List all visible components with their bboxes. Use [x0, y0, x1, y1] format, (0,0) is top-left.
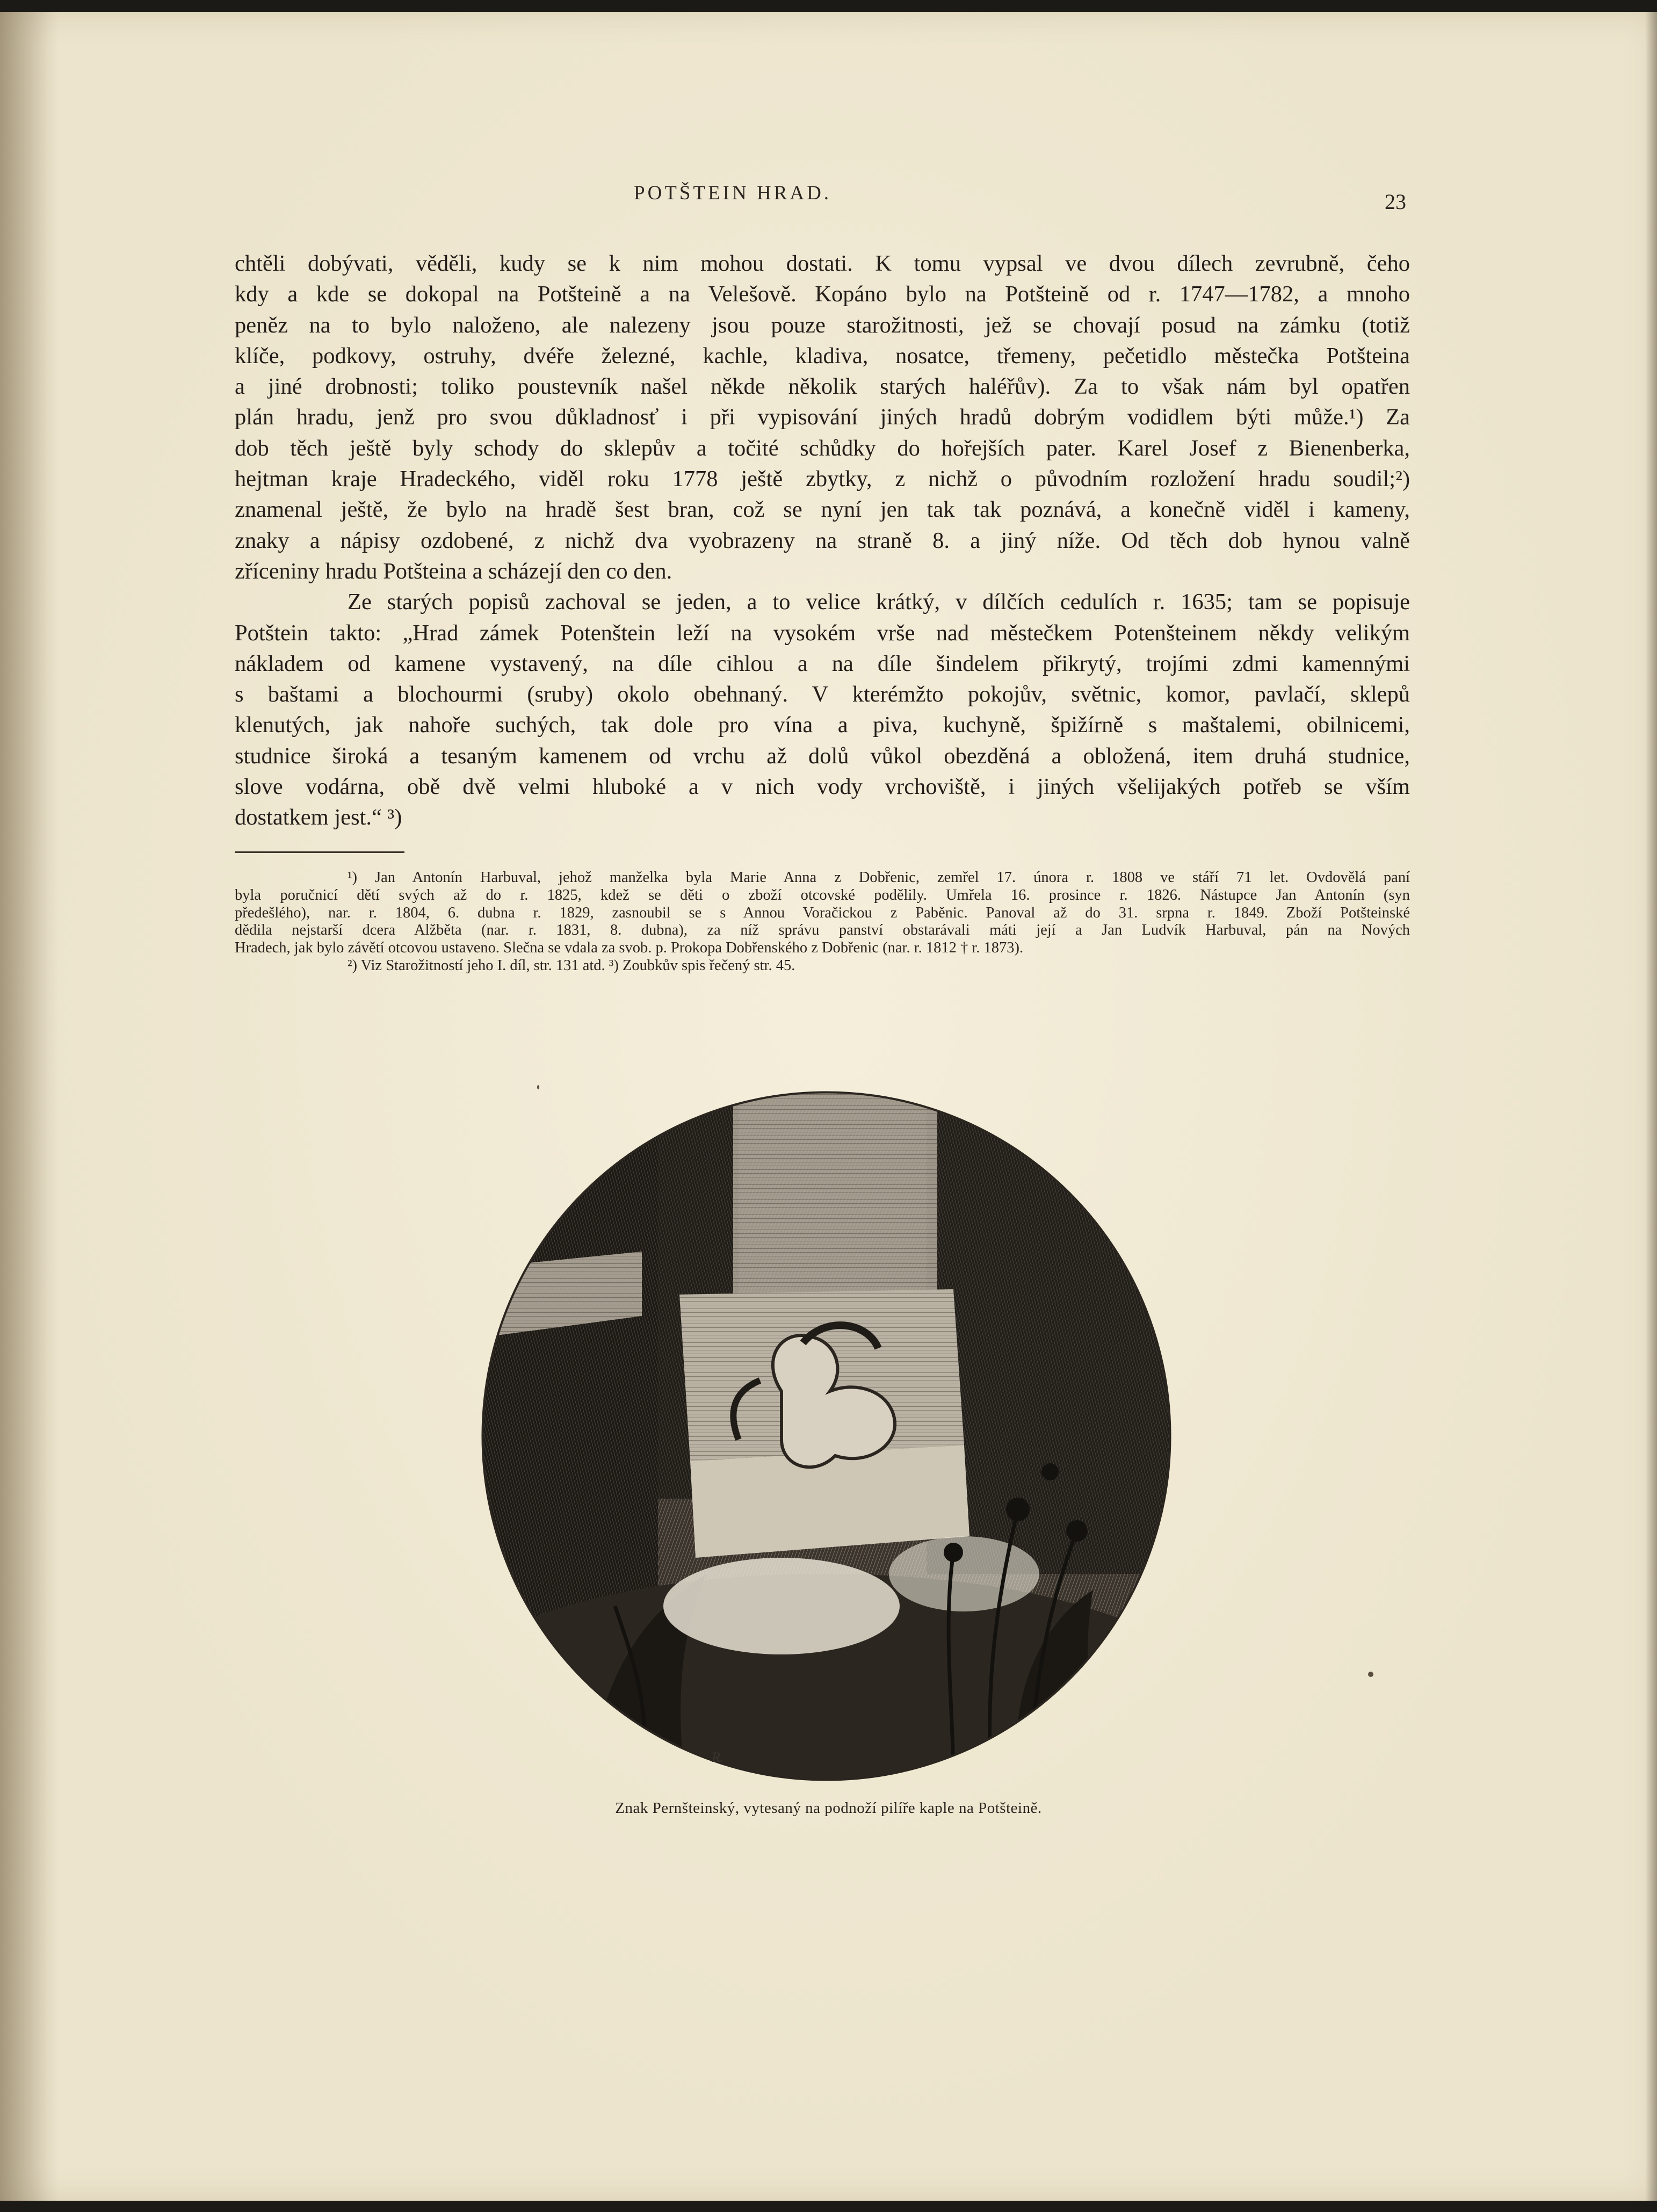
text-line: klíče, podkovy, ostruhy, dvéře železné, kachle, kladiva, nosatce, třemeny, pečetidlo městečka Potšteina [235, 343, 1410, 368]
engraving-illustration [481, 1090, 1172, 1782]
body-text [235, 248, 1410, 833]
paper-speck [537, 1085, 539, 1089]
artist-signature: R. [712, 1750, 724, 1765]
text-line: zříceniny hradu Potšteina a scházejí den co den. [235, 558, 672, 584]
page-number: 23 [1385, 190, 1406, 214]
text-line: studnice široká a tesaným kamenem od vrchu až dolů vůkol obezděná a obložená, item druhá studnice, [235, 743, 1410, 769]
text-line: Ze starých popisů zachoval se jeden, a to velice krátký, v dílčích cedulích r. 1635; tam se popisuje [348, 589, 1410, 615]
footnote-line: dědila nejstarší dcera Alžběta (nar. r. 1831, 8. dubna), za níž správu panství obstarávali máti její a Jan Ludvík Harbuval, pán na Nových [235, 922, 1410, 939]
text-line: hejtman kraje Hradeckého, viděl roku 1778 ještě zbytky, z nichž o původním rozložení hradu soudil;²) [235, 466, 1410, 492]
gutter-shadow [0, 12, 59, 2201]
footnote-line: ²) Viz Starožitností jeho I. díl, str. 131 atd. ³) Zoubkův spis řečený str. 45. [348, 957, 795, 974]
text-line: slove vodárna, obě dvě velmi hluboké a v nich vody vrchoviště, i jiných všelijakých potřeb se vším [235, 774, 1410, 800]
text-line: a jiné drobnosti; toliko poustevník našel někde několik starých haléřův). Za to však nám byl opatřen [235, 374, 1410, 400]
footnote-line: Hradech, jak bylo závětí otcovou ustaveno. Slečna se vdala za svob. p. Prokopa Dobřenského z Dobřenic (nar. r. 1812 † r. 1873). [235, 939, 1024, 957]
page-edge [1645, 12, 1657, 2201]
text-line: plán hradu, jenž pro svou důkladnosť i při vypisování jiných hradů dobrým vodidlem býti může.¹) Za [235, 404, 1410, 430]
text-line: klenutých, jak nahoře suchých, tak dole pro vína a piva, kuchyně, špižírně s maštalemi, obilnicemi, [235, 712, 1410, 738]
paper-speck [1368, 1672, 1373, 1677]
text-line: dostatkem jest.“ ³) [235, 805, 402, 830]
footnotes [235, 869, 1410, 975]
text-line: Potštein takto: „Hrad zámek Potenštein leží na vysokém vrše nad městečkem Potenšteinem někdy velikým [235, 620, 1410, 646]
running-header: POTŠTEIN HRAD. [634, 182, 832, 204]
text-line: znaky a nápisy ozdobené, z nichž dva vyobrazeny na straně 8. a jiný níže. Od těch dob hynou valně [235, 527, 1410, 553]
text-line: znamenal ještě, že bylo na hradě šest bran, což se nyní jen tak tak poznává, a konečně viděl i kameny, [235, 497, 1410, 523]
text-line: kdy a kde se dokopal na Potšteině a na Velešově. Kopáno bylo na Potšteině od r. 1747—1782, a mnoho [235, 281, 1410, 307]
text-line: peněz na to bylo naloženo, ale nalezeny jsou pouze starožitnosti, jež se chovají posud na zámku (totiž [235, 312, 1410, 338]
footnote-line: byla poručnicí dětí svých až do r. 1825, kdež se děti o zboží otcovské podělily. Umřela 16. prosince r. 1826. Nástupce Jan Antonín (syn [235, 886, 1410, 903]
text-line: chtěli dobývati, věděli, kudy se k nim mohou dostati. K tomu vypsal ve dvou dílech zevrubně, čeho [235, 251, 1410, 276]
text-line: s baštami a blochourmi (sruby) okolo obehnaný. V kterémžto pokojův, světnic, komor, pavlačí, sklepů [235, 682, 1410, 707]
text-line: nákladem od kamene vystavený, na díle cihlou a na díle šindelem přikrytý, trojími zdmi kamennými [235, 650, 1410, 676]
figure-caption: Znak Pernšteinský, vytesaný na podnoží pilíře kaple na Potšteině. [615, 1799, 1042, 1817]
footnote-line: ¹) Jan Antonín Harbuval, jehož manželka byla Marie Anna z Dobřenic, zemřel 17. února r. 1808 ve stáří 71 let. Ovdovělá paní [348, 869, 1410, 886]
text-line: dob těch ještě byly schody do sklepův a točité schůdky do hořejších pater. Karel Josef z Bienenberka, [235, 435, 1410, 461]
footnote-rule [235, 851, 404, 853]
footnote-line: předešlého), nar. r. 1804, 6. dubna r. 1829, zasnoubil se s Annou Voračickou z Paběnic. Panoval až do 31. srpna r. 1849. Zboží Potšteinské [235, 904, 1410, 921]
